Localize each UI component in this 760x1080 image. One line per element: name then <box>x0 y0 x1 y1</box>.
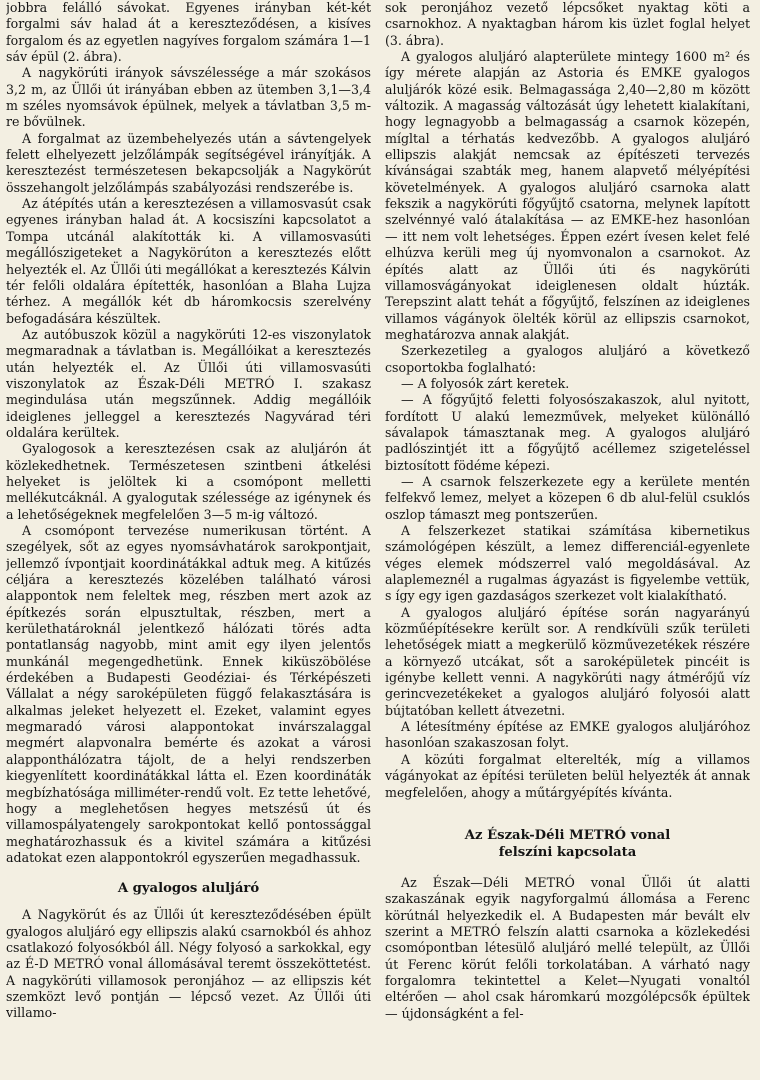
paragraph: A gyalogos aluljáró alapterülete mintegy 1600 m² és így mérete alapján az Astoria és EMKE gyalogos aluljárók közé esik. Belmagassága 2,40—2,80 m között változik. A magasság változását úgy lehetett kialakítani, hogy legnagyobb a belmagasság a csarnok közepén, mígltal a térhatás kedvezőbb. A gyalogos aluljáró ellipszis alakját nemcsak az építészeti tervezés kívánságai szabták meg, hanem alapvető mélyépítési követelmények. A gyalogos aluljáró csarnoka alatt fekszik a nagykörúti főgyűjtő csatorna, melynek lapított szelvénnyé való átalakítása — az EMKE-hez hasonlóan — itt nem volt lehetséges. Éppen ezért ívesen kelet felé elhúzva kerüli meg új nyomvonalon a csarnokot. Az építés alatt az Üllői úti és nagykörúti villamosvágányokat ideiglenesen oldalt húzták. Terepszint alatt tehát a főgyűjtő, felszínen az ideiglenes villamos vágányok ölelték körül az ellipszis csarnokot, meghatározva annak alakját. <box>385 49 750 342</box>
paragraph: A nagykörúti irányok sávszélessége a már szokásos 3,2 m, az Üllői út irányában ebben az ütemben 3,1—3,4 m széles nyomsávok épülnek, melyek a távlatban 3,5 m-re bővülnek. <box>6 65 371 130</box>
section-heading: A gyalogos aluljáró <box>117 881 260 897</box>
left-column <box>6 0 371 1080</box>
section-heading-line: Az Észak-Déli METRÓ vonal <box>464 827 671 843</box>
paragraph: sok peronjához vezető lépcsőket nyaktag köti a csarnokhoz. A nyaktagban három kis üzlet foglal helyet (3. ábra). <box>385 0 750 48</box>
paragraph: Szerkezetileg a gyalogos aluljáró a következő csoportokba foglalható: <box>385 343 750 375</box>
paragraph: Az átépítés után a keresztezésen a villamosvasút csak egyenes irányban halad át. A kocsiszíni kapcsolatot a Tompa utcánál alakították ki. A villamosvasúti megállószigeteket a Nagykörúton a keresztezés előtt helyezték el. Az Üllői úti megállókat a keresztezés Kálvin tér felőli oldalára építették, hasonlóan a Blaha Lujza térhez. A megállók két db háromkocsis szerelvény befogadására készültek. <box>6 196 371 326</box>
paragraph: jobbra felálló sávokat. Egyenes irányban két-két forgalmi sáv halad át a kereszteződésen, a kisíves forgalom és az egyetlen nagyíves forgalom számára 1—1 sáv épül (2. ábra). <box>6 0 371 65</box>
paragraph: A létesítmény építése az EMKE gyalogos aluljáróhoz hasonlóan szakaszosan folyt. <box>385 719 750 751</box>
list-item: — A főgyűjtő feletti folyosószakaszok, alul nyitott, fordított U alakú lemezművek, melyeket különálló sávalapok támasztanak meg. A gyalogos aluljáró padlószintjét itt a főgyűjtő acéllemez szigeteléssel biztosított födéme képezi. <box>385 392 750 473</box>
paragraph: A Nagykörút és az Üllői út kereszteződésében épült gyalogos aluljáró egy ellipszis alakú csarnokból és ahhoz csatlakozó folyosókból áll. Négy folyosó a sarkokkal, egy az É-D METRÓ vonal állomásával teremt összeköttetést. A nagykörúti villamosok peronjához — az ellipszis két szemközt levő pontján — lépcső vezet. Az Üllői úti villamo- <box>6 907 371 1021</box>
paragraph: A gyalogos aluljáró építése során nagyarányú közműépítésekre került sor. A rendkívüli szűk területi lehetőségek miatt a megkerülő közművezetékek részére a környező utcákat, sőt a saroképületek pincéit is igénybe kellett venni. A nagykörúti nagy átmérőjű víz gerincvezetékeket a gyalogos aluljáró folyosói alatt bújtatóban kellett átvezetni. <box>385 604 750 718</box>
paragraph: Az autóbuszok közül a nagykörúti 12-es viszonylatok megmaradnak a távlatban is. Megállóikat a keresztezés után helyezték el. Az Üllői úti villamosvasúti viszonylatok az Észak-Déli METRÓ I. szakasz megindulása után megszűnnek. Addig megállóik ideiglenes jelleggel a keresztezés Nagyvárad téri oldalára kerültek. <box>6 326 371 440</box>
list-item: — A folyosók zárt keretek. <box>401 375 570 391</box>
paragraph: Gyalogosok a keresztezésen csak az aluljárón át közlekedhetnek. Természetesen szintbeni átkelési helyeket is jelöltek ki a csomópont melletti mellékutcáknál. A gyalogutak szélessége az igénynek és a lehetőségeknek megfelelően 3—5 m-ig változó. <box>6 441 371 522</box>
section-heading <box>385 827 750 861</box>
paragraph: A közúti forgalmat elterelték, míg a villamos vágányokat az építési területen belül helyezték át annak megfelelően, ahogy a műtárgyépítés kívánta. <box>385 751 750 800</box>
list-item: — A csarnok felszerkezete egy a kerülete mentén felfekvő lemez, melyet a közepen 6 db alul-felül csuklós oszlop támaszt meg pontszerűen. <box>385 473 750 522</box>
paragraph: A forgalmat az üzembehelyezés után a sávtengelyek felett elhelyezett jelzőlámpák segítségével irányítják. A keresztezést természetesen bekapcsolják a Nagykörút összehangolt jelzőlámpás szabályozási rendszerébe is. <box>6 130 371 195</box>
right-column <box>385 0 750 1080</box>
paragraph: A csomópont tervezése numerikusan történt. A szegélyek, sőt az egyes nyomsávhatárok sarokpontjait, jellemző ívpontjait koordinátákkal adtuk meg. A kitűzés céljára a keresztezés közelében található városi alappontok nem feleltek meg, részben mert azok az építkezés során elpusztultak, részben, mert a kerülethatároknál jelentkező hálózati törés adta pontatlanság nagyobb, mint amit egy ilyen jelentős munkánál megengedhetünk. Ennek kiküszöbölése érdekében a Budapesti Geodéziai- és Térképészeti Vállalat a négy saroképületen függő felakasztására is alkalmas jeleket helyezett el. Ezeket, valamint egyes megmaradó városi alappontokat invárszalaggal megmért alapvonalra bemérte és azokat a városi alapponthálózatra tájolt, de a helyi rendszerben kiegyenlített koordinátákkal látta el. Ezen koordináták megbízhatósága milliméter-rendű volt. Ez tette lehetővé, hogy a meglehetősen hegyes metszésű út és villamospályatengely sarokpontokat kellő pontossággal meghatározhassuk és a kivitel számára a kitűzési adatokat ezen alappontokról egyszerűen megadhassuk. <box>6 523 371 865</box>
section-heading-line: felszíni kapcsolata <box>498 844 637 860</box>
paragraph: Az Észak—Déli METRÓ vonal Üllői út alatti szakaszának egyik nagyforgalmú állomása a Ferenc körútnál helyezkedik el. A Budapesten már bevált elv szerint a METRÓ felszín alatti csarnoka a közlekedési csomópontban létesülő aluljáró mellé települt, az Üllői út Ferenc körút felőli torkolatában. A várható nagy forgalomra tekintettel a Kelet—Nyugati vonaltól eltérően — ahol csak háromkarú mozgólépcsők épültek — újdonságként a fel- <box>385 874 750 1021</box>
paragraph: A felszerkezet statikai számítása kibernetikus számológépen készült, a lemez differenciál-egyenlete véges elemek módszerrel való megoldásával. Az alaplemeznél a rugalmas ágyazást is figyelembe vettük, s így egy igen gazdaságos szerkezet volt kialakítható. <box>385 523 750 604</box>
